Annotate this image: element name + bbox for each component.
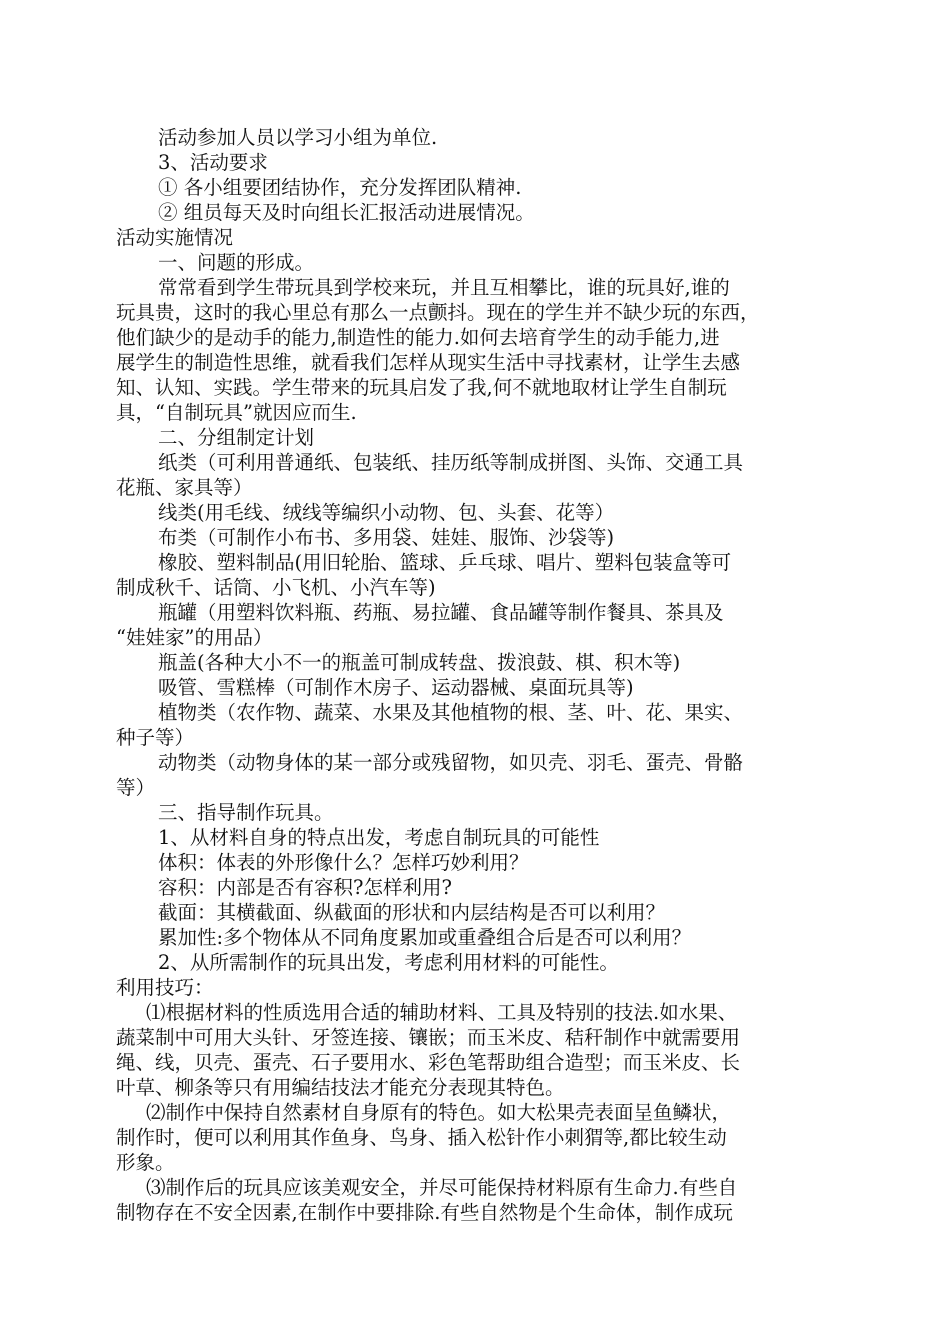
document-body: [116, 125, 841, 1225]
text-line: 制物存在不安全因素,在制作中要排除.有些自然物是个生命体，制作成玩: [116, 1201, 733, 1224]
text-line: 制成秋千、话筒、小飞机、小汽车等): [116, 576, 436, 599]
text-line: 形象。: [116, 1151, 175, 1174]
text-line: 橡胶、塑料制品(用旧轮胎、篮球、乒乓球、唱片、塑料包装盒等可: [158, 551, 732, 574]
text-line: 活动参加人员以学习小组为单位.: [158, 126, 438, 149]
text-line: 三、指导制作玩具。: [158, 801, 334, 824]
text-line: 叶草、柳条等只有用编结技法才能充分表现其特色。: [116, 1076, 565, 1099]
text-line: ② 组员每天及时向组长汇报活动进展情况。: [158, 201, 535, 224]
text-line: 具，“自制玩具”就因应而生.: [116, 401, 357, 424]
text-line: 常常看到学生带玩具到学校来玩，并且互相攀比，谁的玩具好,谁的: [158, 276, 730, 299]
text-line: 动物类（动物身体的某一部分或残留物，如贝壳、羽毛、蛋壳、骨骼: [158, 751, 744, 774]
text-line: 花瓶、家具等）: [116, 476, 253, 499]
text-line: 瓶盖(各种大小不一的瓶盖可制成转盘、拨浪鼓、棋、积木等): [158, 651, 681, 674]
text-line: 体积：体表的外形像什么？怎样巧妙利用？: [158, 851, 529, 874]
text-line: ⑴根据材料的性质选用合适的辅助材料、工具及特别的技法.如水果、: [146, 1001, 738, 1024]
text-line: 1、从材料自身的特点出发，考虑自制玩具的可能性: [158, 826, 600, 849]
text-line: 展学生的制造性思维，就看我们怎样从现实生活中寻找素材，让学生去感: [116, 351, 741, 374]
text-line: 吸管、雪糕棒（可制作木房子、运动器械、桌面玩具等): [158, 676, 634, 699]
text-line: 线类(用毛线、绒线等编织小动物、包、头套、花等）: [158, 501, 615, 524]
text-line: 容积：内部是否有容积?怎样利用?: [158, 876, 452, 899]
text-line: 蔬菜制中可用大头针、牙签连接、镶嵌；而玉米皮、秸秆制作中就需要用: [116, 1026, 741, 1049]
text-line: 种子等）: [116, 726, 195, 749]
text-line: 纸类（可利用普通纸、包装纸、挂历纸等制成拼图、头饰、交通工具: [158, 451, 744, 474]
text-line: 等）: [116, 776, 156, 799]
text-line: ⑶制作后的玩具应该美观安全，并尽可能保持材料原有生命力.有些自: [146, 1176, 738, 1199]
text-line: 玩具贵，这时的我心里总有那么一点颤抖。现在的学生并不缺少玩的东西，: [116, 301, 760, 324]
text-line: 截面：其横截面、纵截面的形状和内层结构是否可以利用？: [158, 901, 666, 924]
text-line: 布类（可制作小布书、多用袋、娃娃、服饰、沙袋等): [158, 526, 615, 549]
text-line: 植物类（农作物、蔬菜、水果及其他植物的根、茎、叶、花、果实、: [158, 701, 744, 724]
text-line: 制作时，便可以利用其作鱼身、鸟身、插入松针作小刺猬等,都比较生动: [116, 1126, 727, 1149]
text-line: ⑵制作中保持自然素材自身原有的特色。如大松果壳表面呈鱼鳞状，: [146, 1101, 732, 1124]
text-line: “娃娃家”的用品）: [116, 626, 273, 649]
text-line: 一、问题的形成。: [158, 251, 315, 274]
text-line: 2、从所需制作的玩具出发，考虑利用材料的可能性。: [158, 951, 619, 974]
text-line: 利用技巧：: [116, 976, 214, 999]
text-line: 知、认知、实践。学生带来的玩具启发了我,何不就地取材让学生自制玩: [116, 376, 727, 399]
text-line: 3、活动要求: [158, 151, 268, 174]
text-line: 他们缺少的是动手的能力,制造性的能力.如何去培育学生的动手能力,进: [116, 326, 720, 349]
text-line: 瓶罐（用塑料饮料瓶、药瓶、易拉罐、食品罐等制作餐具、茶具及: [158, 601, 724, 624]
text-line: 绳、线，贝壳、蛋壳、石子要用水、彩色笔帮助组合造型；而玉米皮、长: [116, 1051, 741, 1074]
text-line: 累加性:多个物体从不同角度累加或重叠组合后是否可以利用？: [158, 926, 692, 949]
section-heading: 活动实施情况: [116, 226, 234, 249]
text-line: 二、分组制定计划: [158, 426, 315, 449]
text-line: ① 各小组要团结协作，充分发挥团队精神.: [158, 176, 522, 199]
